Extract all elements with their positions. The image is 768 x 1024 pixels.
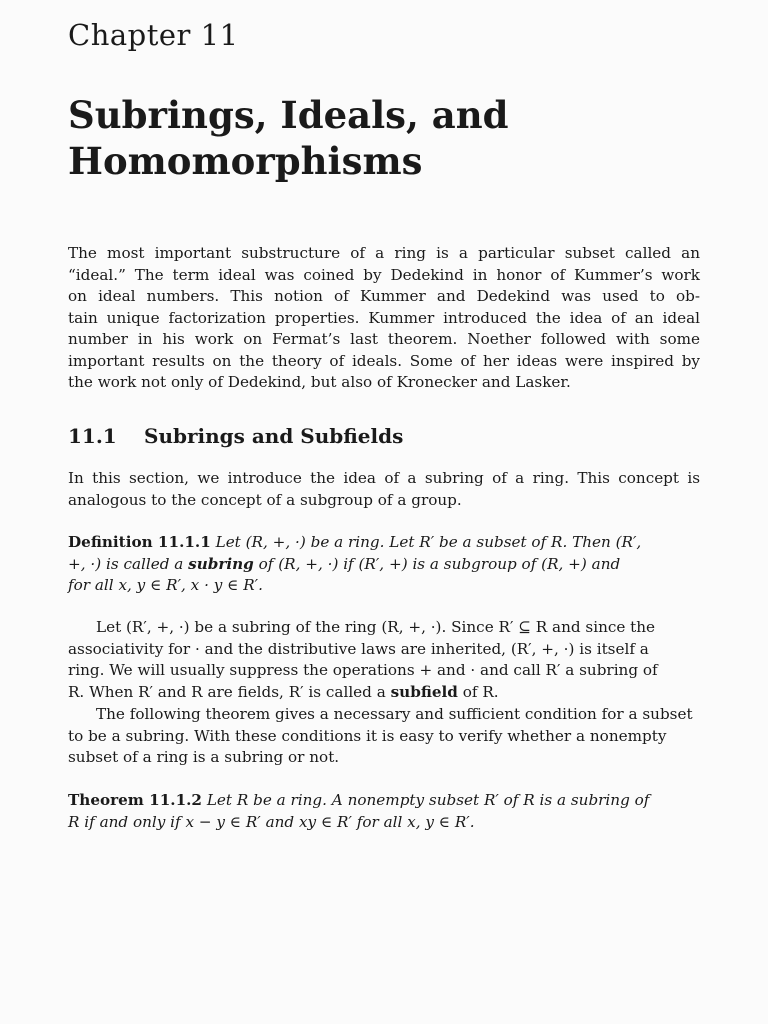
section-intro-line: In this section, we introduce the idea of a subring of a ring. This concept is (68, 469, 700, 487)
chapter-title-line-1: Subrings, Ideals, and (68, 93, 509, 137)
theorem-text: R if and only if x − y ∈ R′ and xy ∈ R′ for all x, y ∈ R′. (68, 812, 475, 831)
definition-term: subring (188, 554, 254, 573)
intro-line: number in his work on Fermat’s last theorem. Noether followed with some (68, 330, 700, 348)
body-line: The following theorem gives a necessary and sufficient condition for a subset (96, 705, 693, 723)
intro-line: “ideal.” The term ideal was coined by Dedekind in honor of Kummer’s work (68, 265, 700, 284)
body-line: subset of a ring is a subring or not. (68, 748, 340, 766)
definition-text: of (R, +, ·) if (R′, +) is a subgroup of (R, +) and (253, 554, 621, 573)
body-line: associativity for · and the distributive laws are inherited, (R′, +, ·) is itself a (68, 639, 649, 658)
theorem-block (68, 790, 700, 833)
theorem-label: Theorem 11.1.2 (68, 791, 203, 809)
section-heading (68, 424, 403, 448)
intro-line: important results on the theory of ideals. Some of her ideas were inspired by (68, 351, 700, 370)
definition-text: for all x, y ∈ R′, x · y ∈ R′. (68, 576, 263, 594)
body-line: ring. We will usually suppress the operations + and · and call R′ a subring of (68, 661, 658, 679)
section-intro-line: analogous to the concept of a subgroup of a group. (68, 490, 462, 509)
body-line: R. When R′ and R are fields, R′ is called a (68, 682, 391, 701)
chapter-title (68, 92, 708, 184)
section-intro-paragraph (68, 468, 700, 511)
body-paragraph-1 (68, 617, 700, 703)
subfield-term: subfield (390, 682, 458, 701)
section-number: 11.1 (68, 424, 117, 448)
body-line: Let (R′, +, ·) be a subring of the ring (R, +, ·). Since R′ ⊆ R and since the (96, 618, 656, 636)
intro-line: The most important substructure of a ring is a particular subset called an (68, 244, 700, 262)
body-line: to be a subring. With these conditions it is easy to verify whether a nonempty (68, 726, 667, 745)
theorem-text: Let R be a ring. A nonempty subset R′ of R is a subring of (206, 791, 650, 809)
body-line: of R. (457, 682, 499, 701)
intro-paragraph (68, 243, 700, 394)
intro-line: on ideal numbers. This notion of Kummer and Dedekind was used to ob- (68, 287, 700, 305)
chapter-title-line-2: Homomorphisms (68, 139, 423, 183)
definition-text: +, ·) is called a (68, 554, 189, 573)
chapter-label: Chapter 11 (68, 18, 239, 52)
definition-label: Definition 11.1.1 (68, 533, 211, 551)
definition-text: Let (R, +, ·) be a ring. Let R′ be a subset of R. Then (R′, (215, 533, 642, 551)
section-title: Subrings and Subfields (144, 424, 404, 448)
intro-line: the work not only of Dedekind, but also of Kronecker and Lasker. (68, 373, 571, 391)
intro-line: tain unique factorization properties. Kummer introduced the idea of an ideal (68, 308, 700, 327)
definition-block (68, 532, 700, 597)
body-paragraph-2 (68, 704, 700, 769)
